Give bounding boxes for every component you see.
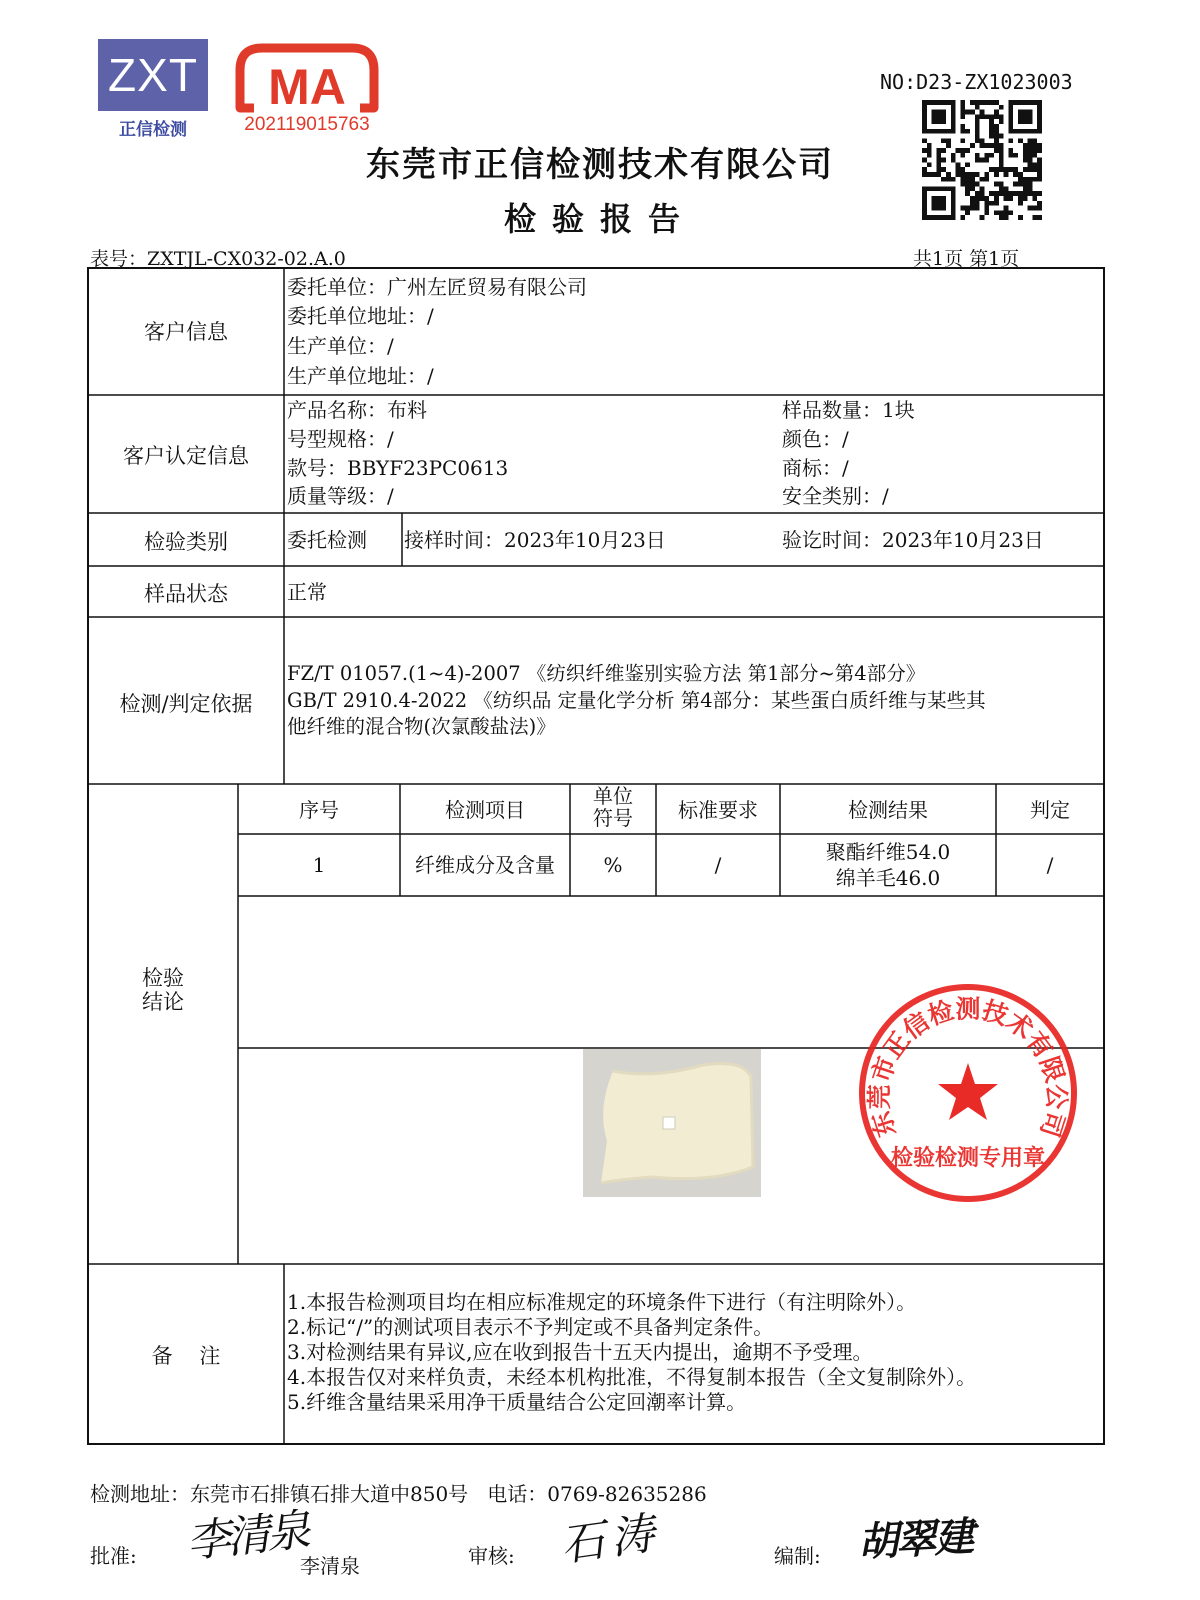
conclusion-label-line1: 检验 xyxy=(142,966,184,990)
sample-photo xyxy=(583,1049,761,1197)
client-confirmed-label: 客户认定信息 xyxy=(123,444,249,468)
approve-label: 批准: xyxy=(90,1544,137,1568)
header-unit: 单位 xyxy=(593,784,633,808)
reviewer-signature: 石涛 xyxy=(557,1507,664,1572)
inspection-type-label: 检验类别 xyxy=(144,530,228,554)
stamp-arc-text: 东莞市正信检测技术有限公司 xyxy=(864,994,1072,1141)
inspection-completed-time: 验讫时间：2023年10月23日 xyxy=(782,528,1044,552)
sample-state-label: 样品状态 xyxy=(144,582,228,606)
header-unit-symbol xyxy=(570,785,656,829)
row-serial-no: 1 xyxy=(312,853,326,877)
header-judgement: 判定 xyxy=(1030,798,1070,822)
style-number: 款号：BBYF23PC0613 xyxy=(287,456,509,480)
remark-1: 1.本报告检测项目均在相应标准规定的环境条件下进行（有注明除外）。 xyxy=(287,1290,917,1314)
header-test-item: 检测项目 xyxy=(445,798,525,822)
remark-5: 5.纤维含量结果采用净干质量结合公定回潮率计算。 xyxy=(287,1390,747,1414)
approver-name: 李清泉 xyxy=(300,1554,360,1578)
result-wool: 绵羊毛46.0 xyxy=(835,866,941,890)
basis-label: 检测/判定依据 xyxy=(119,692,253,716)
row-test-item: 纤维成分及含量 xyxy=(415,853,555,877)
header-standard-requirement: 标准要求 xyxy=(678,798,758,822)
inspection-stamp xyxy=(855,980,1081,1206)
address-phone: 检测地址：东莞市石排镇石排大道中850号 电话：0769-82635286 xyxy=(90,1482,707,1506)
remark-2: 2.标记“/”的测试项目表示不予判定或不具备判定条件。 xyxy=(287,1315,774,1339)
compile-label: 编制: xyxy=(774,1544,821,1568)
review-label: 审核: xyxy=(468,1544,515,1568)
approver-signature: 李清泉 xyxy=(184,1504,309,1569)
basis-standard-2: GB/T 2910.4-2022 《纺织品 定量化学分析 第4部分：某些蛋白质纤维与某些其 xyxy=(287,689,986,712)
client-unit: 委托单位：广州左匠贸易有限公司 xyxy=(287,275,587,299)
report-number: NO:D23-ZX1023003 xyxy=(880,70,1073,94)
row-unit: % xyxy=(603,853,623,877)
producer-unit-address: 生产单位地址：/ xyxy=(287,364,434,388)
sample-state-value: 正常 xyxy=(287,580,327,604)
product-name: 产品名称：布料 xyxy=(287,398,427,422)
header-test-result: 检测结果 xyxy=(848,798,928,822)
safety-category: 安全类别：/ xyxy=(782,484,889,508)
inspection-type-value: 委托检测 xyxy=(287,528,367,552)
conclusion-label xyxy=(88,966,238,1014)
client-unit-address: 委托单位地址：/ xyxy=(287,304,434,328)
remark-3: 3.对检测结果有异议,应在收到报告十五天内提出，逾期不予受理。 xyxy=(287,1340,873,1364)
zxt-logo-subtitle: 正信检测 xyxy=(119,120,187,139)
basis-standard-2-cont: 他纤维的混合物(次氯酸盐法)》 xyxy=(287,715,556,738)
conclusion-label-line2: 结论 xyxy=(142,990,184,1014)
cma-certificate-number: 202119015763 xyxy=(244,114,370,135)
quality-grade: 质量等级：/ xyxy=(287,484,394,508)
cma-logo-letters: MA xyxy=(268,59,346,114)
result-polyester: 聚酯纤维54.0 xyxy=(825,840,951,864)
remark-4: 4.本报告仅对来样负责，未经本机构批准，不得复制本报告（全文复制除外）。 xyxy=(287,1365,977,1389)
report-title: 检验报告 xyxy=(503,200,696,238)
zxt-logo-mark: ZXT xyxy=(98,39,208,111)
stamp-star-icon xyxy=(938,1063,998,1120)
trademark-field: 商标：/ xyxy=(782,456,849,480)
sample-received-time: 接样时间：2023年10月23日 xyxy=(404,528,666,552)
compiler-signature: 胡翠建 xyxy=(857,1513,974,1566)
client-info-label: 客户信息 xyxy=(144,320,228,344)
sample-quantity: 样品数量：1块 xyxy=(782,398,915,422)
remarks-label: 备 注 xyxy=(151,1344,221,1368)
model-spec: 号型规格：/ xyxy=(287,427,394,451)
form-number: 表号：ZXTJL-CX032-02.A.0 xyxy=(90,248,346,270)
producer-unit: 生产单位：/ xyxy=(287,334,394,358)
company-name: 东莞市正信检测技术有限公司 xyxy=(366,145,834,185)
row-requirement: / xyxy=(714,853,722,877)
basis-standard-1: FZ/T 01057.(1~4)-2007 《纺织纤维鉴别实验方法 第1部分~第4部分》 xyxy=(287,662,926,685)
header-serial-no: 序号 xyxy=(299,798,339,822)
row-judgement: / xyxy=(1046,853,1054,877)
color-field: 颜色：/ xyxy=(782,427,849,451)
stamp-bottom-text: 检验检测专用章 xyxy=(890,1145,1046,1171)
header-symbol: 符号 xyxy=(593,806,633,830)
page-info: 共1页 第1页 xyxy=(913,248,1020,270)
row-test-result xyxy=(780,839,996,891)
